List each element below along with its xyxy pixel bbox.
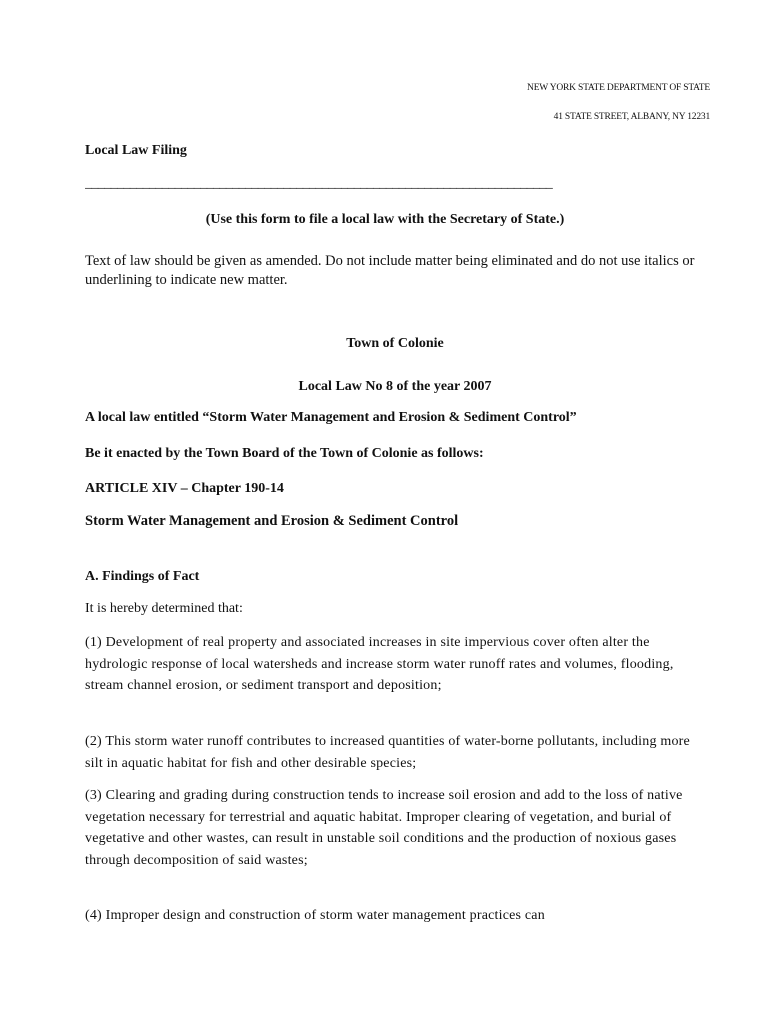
section-heading: A. Findings of Fact xyxy=(85,569,200,584)
section-lead: It is hereby determined that: xyxy=(85,601,243,616)
letterhead xyxy=(527,84,710,122)
department-address: 41 STATE STREET, ALBANY, NY 12231 xyxy=(553,111,710,122)
law-number: Local Law No 8 of the year 2007 xyxy=(298,379,492,394)
law-title: A local law entitled “Storm Water Management and Erosion & Sediment Control” xyxy=(85,410,577,425)
finding-paragraph: (2) This storm water runoff contributes to increased quantities of water-borne pollutants, including more silt in aquatic habitat for fish and other desirable species; xyxy=(85,734,690,771)
form-title: Local Law Filing xyxy=(85,143,187,158)
form-instruction: (Use this form to file a local law with the Secretary of State.) xyxy=(205,212,565,227)
enactment-clause: Be it enacted by the Town Board of the Town of Colonie as follows: xyxy=(85,446,484,461)
form-note: Text of law should be given as amended. Do not include matter being eliminated and do not use italics or underlining to indicate new matter. xyxy=(85,253,695,288)
finding-paragraph: (4) Improper design and construction of storm water management practices can xyxy=(85,908,545,923)
finding-paragraph: (3) Clearing and grading during construction tends to increase soil erosion and add to the loss of native vegetation necessary for terrestrial and aquatic habitat. Improper clearing of vegetation, and burial of vegetative and other wastes, can result in unstable soil conditions and the production of noxious gases through decomposition of said wastes; xyxy=(85,788,683,868)
divider-line: _________________________________________________________________________ xyxy=(85,176,553,191)
chapter-heading: Storm Water Management and Erosion & Sediment Control xyxy=(85,513,459,529)
article-heading: ARTICLE XIV – Chapter 190-14 xyxy=(85,481,284,496)
municipality-name: Town of Colonie xyxy=(346,336,444,351)
department-name: NEW YORK STATE DEPARTMENT OF STATE xyxy=(527,83,710,93)
finding-paragraph: (1) Development of real property and associated increases in site impervious cover often alter the hydrologic response of local watersheds and increase storm water runoff rates and volumes, flooding, stream channel erosion, or sediment transport and deposition; xyxy=(85,635,674,693)
